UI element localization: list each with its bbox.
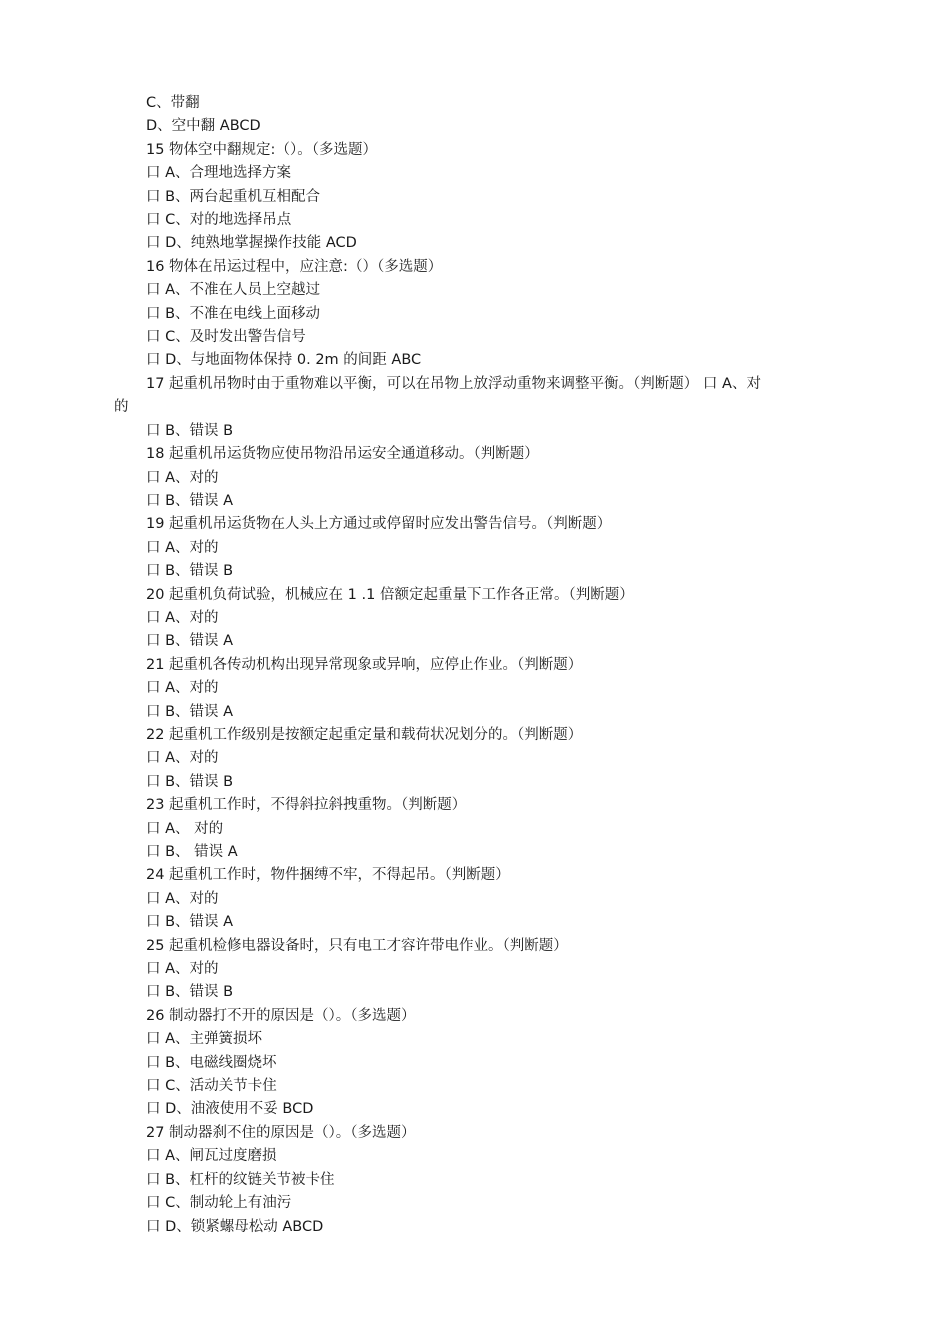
document-line: 口 D、油液使用不妥 BCD [146,1101,314,1118]
document-line: 口 B、杠杆的纹链关节被卡住 [146,1171,335,1188]
document-line: 口 C、活动关节卡住 [146,1078,277,1095]
document-line: 22 起重机工作级别是按额定起重定量和载荷状况划分的。（判断题） [146,726,583,743]
document-line: 19 起重机吊运货物在人头上方通过或停留时应发出警告信号。（判断题） [146,516,612,533]
document-line: 口 A、对的 [146,539,219,556]
document-line: 口 D、纯熟地掌握操作技能 ACD [146,235,357,252]
document-line: 25 起重机检修电器设备时，只有电工才容许带电作业。（判断题） [146,937,568,954]
document-line: 24 起重机工作时，物件捆缚不牢，不得起吊。（判断题） [146,867,510,884]
document-line: 口 B、电磁线圈烧坏 [146,1054,277,1071]
document-line: 26 制动器打不开的原因是（）。（多选题） [146,1007,416,1024]
document-line: 17 起重机吊物时由于重物难以平衡，可以在吊物上放浮动重物来调整平衡。（判断题） 口 A、对 [146,375,761,392]
document-line: 口 B、错误 A [146,914,234,931]
document-line: 口 B、错误 A [146,703,234,720]
document-line: 21 起重机各传动机构出现异常现象或异响，应停止作业。（判断题） [146,656,583,673]
document-line: 18 起重机吊运货物应使吊物沿吊运安全通道移动。（判断题） [146,446,539,463]
document-line: 口 C、制动轮上有油污 [146,1195,292,1212]
document-body [0,92,950,1239]
document-line: 口 B、错误 B [146,984,234,1001]
document-line: 口 A、对的 [146,680,219,697]
document-line: 口 D、与地面物体保持 0. 2m 的间距 ABC [146,352,422,369]
document-line: 16 物体在吊运过程中，应注意:（）（多选题） [146,258,443,275]
document-line: D、空中翻 ABCD [146,118,261,135]
document-line: 口 A、不准在人员上空越过 [146,282,321,299]
document-line: 口 B、两台起重机互相配合 [146,188,321,205]
document-line: 口 A、对的 [146,469,219,486]
document-line: 23 起重机工作时，不得斜拉斜拽重物。（判断题） [146,797,467,814]
document-line: 口 A、对的 [146,609,219,626]
document-line: 27 制动器刹不住的原因是（）。（多选题） [146,1124,416,1141]
document-line: 口 A、对的 [146,750,219,767]
document-line: 口 A、对的 [146,961,219,978]
document-line: 口 B、不准在电线上面移动 [146,305,321,322]
document-line: 口 B、错误 B [146,563,234,580]
document-line: C、带翻 [146,95,200,111]
document-line: 口 A、对的 [146,890,219,907]
document-line: 15 物体空中翻规定:（）。（多选题） [146,141,377,158]
document-line: 口 C、及时发出警告信号 [146,329,306,346]
document-line: 口 A、主弹簧损坏 [146,1031,263,1048]
document-line: 20 起重机负荷试验，机械应在 1 .1 倍额定起重量下工作各正常。（判断题） [146,586,634,603]
document-line: 口 A、 对的 [146,820,224,837]
document-line: 口 B、错误 A [146,492,234,509]
document-line: 口 D、锁紧螺母松动 ABCD [146,1218,324,1235]
document-line: 口 B、错误 B [146,422,234,439]
document-line: 口 B、错误 A [146,633,234,650]
document-line: 的 [114,399,129,416]
document-line: 口 A、闸瓦过度磨损 [146,1148,277,1165]
document-line: 口 C、对的地选择吊点 [146,212,292,229]
document-line: 口 B、错误 B [146,773,234,790]
document-line: 口 B、 错误 A [146,844,238,860]
document-line: 口 A、合理地选择方案 [146,165,292,182]
